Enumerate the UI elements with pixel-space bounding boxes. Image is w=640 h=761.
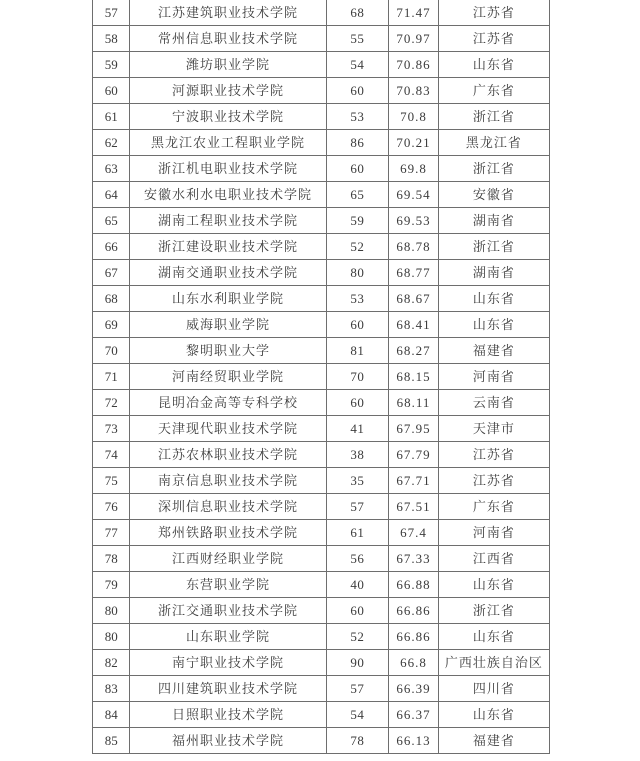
province-cell: 浙江省	[438, 104, 549, 130]
score-cell: 67.33	[389, 546, 439, 572]
province-cell: 河南省	[438, 364, 549, 390]
table-row	[93, 468, 550, 494]
score-cell: 70.21	[389, 130, 439, 156]
province-cell: 安徽省	[438, 182, 549, 208]
province-cell: 云南省	[438, 390, 549, 416]
table-row	[93, 156, 550, 182]
province-cell: 四川省	[438, 676, 549, 702]
rank-cell: 57	[93, 0, 130, 26]
college-name-cell: 宁波职业技术学院	[130, 104, 326, 130]
college-name-cell: 江苏农林职业技术学院	[130, 442, 326, 468]
rank-cell: 62	[93, 130, 130, 156]
count-cell: 52	[326, 234, 389, 260]
table-row	[93, 416, 550, 442]
score-cell: 66.86	[389, 624, 439, 650]
table-row	[93, 312, 550, 338]
count-cell: 81	[326, 338, 389, 364]
province-cell: 山东省	[438, 702, 549, 728]
province-cell: 湖南省	[438, 260, 549, 286]
rank-cell: 66	[93, 234, 130, 260]
score-cell: 71.47	[389, 0, 439, 26]
rank-cell: 65	[93, 208, 130, 234]
score-cell: 70.97	[389, 26, 439, 52]
college-name-cell: 南宁职业技术学院	[130, 650, 326, 676]
college-name-cell: 河南经贸职业学院	[130, 364, 326, 390]
count-cell: 65	[326, 182, 389, 208]
table-row	[93, 390, 550, 416]
rank-cell: 79	[93, 572, 130, 598]
rank-cell: 77	[93, 520, 130, 546]
score-cell: 69.53	[389, 208, 439, 234]
count-cell: 60	[326, 390, 389, 416]
score-cell: 67.51	[389, 494, 439, 520]
province-cell: 江苏省	[438, 0, 549, 26]
province-cell: 江苏省	[438, 468, 549, 494]
score-cell: 66.13	[389, 728, 439, 754]
table-row	[93, 702, 550, 728]
score-cell: 70.86	[389, 52, 439, 78]
college-name-cell: 四川建筑职业技术学院	[130, 676, 326, 702]
province-cell: 广东省	[438, 494, 549, 520]
count-cell: 68	[326, 0, 389, 26]
count-cell: 60	[326, 598, 389, 624]
table-row	[93, 494, 550, 520]
rank-cell: 85	[93, 728, 130, 754]
college-ranking-table	[92, 0, 550, 754]
count-cell: 55	[326, 26, 389, 52]
count-cell: 40	[326, 572, 389, 598]
ranking-table-body	[93, 0, 550, 754]
count-cell: 57	[326, 676, 389, 702]
rank-cell: 74	[93, 442, 130, 468]
count-cell: 60	[326, 312, 389, 338]
college-name-cell: 深圳信息职业技术学院	[130, 494, 326, 520]
college-name-cell: 潍坊职业学院	[130, 52, 326, 78]
college-name-cell: 东营职业学院	[130, 572, 326, 598]
score-cell: 69.54	[389, 182, 439, 208]
college-name-cell: 山东职业学院	[130, 624, 326, 650]
table-row	[93, 520, 550, 546]
count-cell: 38	[326, 442, 389, 468]
score-cell: 66.39	[389, 676, 439, 702]
table-row	[93, 364, 550, 390]
count-cell: 60	[326, 156, 389, 182]
score-cell: 68.41	[389, 312, 439, 338]
rank-cell: 63	[93, 156, 130, 182]
score-cell: 67.95	[389, 416, 439, 442]
province-cell: 山东省	[438, 572, 549, 598]
province-cell: 山东省	[438, 624, 549, 650]
rank-cell: 60	[93, 78, 130, 104]
college-name-cell: 江西财经职业学院	[130, 546, 326, 572]
table-row	[93, 182, 550, 208]
rank-cell: 59	[93, 52, 130, 78]
province-cell: 浙江省	[438, 234, 549, 260]
count-cell: 35	[326, 468, 389, 494]
table-row	[93, 104, 550, 130]
college-name-cell: 浙江机电职业技术学院	[130, 156, 326, 182]
college-name-cell: 威海职业学院	[130, 312, 326, 338]
count-cell: 60	[326, 78, 389, 104]
rank-cell: 70	[93, 338, 130, 364]
table-row	[93, 338, 550, 364]
rank-cell: 61	[93, 104, 130, 130]
score-cell: 68.15	[389, 364, 439, 390]
rank-cell: 69	[93, 312, 130, 338]
table-row	[93, 728, 550, 754]
count-cell: 52	[326, 624, 389, 650]
province-cell: 福建省	[438, 728, 549, 754]
score-cell: 68.11	[389, 390, 439, 416]
college-name-cell: 河源职业技术学院	[130, 78, 326, 104]
college-name-cell: 常州信息职业技术学院	[130, 26, 326, 52]
college-name-cell: 南京信息职业技术学院	[130, 468, 326, 494]
college-name-cell: 浙江交通职业技术学院	[130, 598, 326, 624]
score-cell: 69.8	[389, 156, 439, 182]
table-row	[93, 234, 550, 260]
province-cell: 黑龙江省	[438, 130, 549, 156]
table-row	[93, 52, 550, 78]
province-cell: 江苏省	[438, 442, 549, 468]
table-row	[93, 208, 550, 234]
rank-cell: 84	[93, 702, 130, 728]
rank-cell: 78	[93, 546, 130, 572]
rank-cell: 64	[93, 182, 130, 208]
table-row	[93, 676, 550, 702]
college-name-cell: 黑龙江农业工程职业学院	[130, 130, 326, 156]
score-cell: 67.71	[389, 468, 439, 494]
score-cell: 66.88	[389, 572, 439, 598]
rank-cell: 76	[93, 494, 130, 520]
table-row	[93, 78, 550, 104]
college-name-cell: 江苏建筑职业技术学院	[130, 0, 326, 26]
count-cell: 78	[326, 728, 389, 754]
score-cell: 70.8	[389, 104, 439, 130]
college-name-cell: 福州职业技术学院	[130, 728, 326, 754]
province-cell: 浙江省	[438, 156, 549, 182]
college-name-cell: 浙江建设职业技术学院	[130, 234, 326, 260]
college-name-cell: 山东水利职业学院	[130, 286, 326, 312]
count-cell: 70	[326, 364, 389, 390]
table-row	[93, 26, 550, 52]
count-cell: 54	[326, 702, 389, 728]
score-cell: 66.37	[389, 702, 439, 728]
table-row	[93, 260, 550, 286]
rank-cell: 72	[93, 390, 130, 416]
rank-cell: 68	[93, 286, 130, 312]
table-row	[93, 572, 550, 598]
college-name-cell: 湖南交通职业技术学院	[130, 260, 326, 286]
province-cell: 福建省	[438, 338, 549, 364]
count-cell: 54	[326, 52, 389, 78]
rank-cell: 80	[93, 598, 130, 624]
count-cell: 53	[326, 104, 389, 130]
college-name-cell: 安徽水利水电职业技术学院	[130, 182, 326, 208]
province-cell: 山东省	[438, 312, 549, 338]
table-row	[93, 624, 550, 650]
count-cell: 86	[326, 130, 389, 156]
score-cell: 66.8	[389, 650, 439, 676]
count-cell: 41	[326, 416, 389, 442]
college-name-cell: 天津现代职业技术学院	[130, 416, 326, 442]
count-cell: 80	[326, 260, 389, 286]
rank-cell: 73	[93, 416, 130, 442]
table-row	[93, 546, 550, 572]
rank-cell: 80	[93, 624, 130, 650]
province-cell: 江苏省	[438, 26, 549, 52]
score-cell: 68.77	[389, 260, 439, 286]
province-cell: 湖南省	[438, 208, 549, 234]
score-cell: 67.79	[389, 442, 439, 468]
score-cell: 66.86	[389, 598, 439, 624]
count-cell: 56	[326, 546, 389, 572]
rank-cell: 71	[93, 364, 130, 390]
college-name-cell: 昆明冶金高等专科学校	[130, 390, 326, 416]
rank-cell: 83	[93, 676, 130, 702]
province-cell: 广东省	[438, 78, 549, 104]
rank-cell: 67	[93, 260, 130, 286]
rank-cell: 82	[93, 650, 130, 676]
score-cell: 68.67	[389, 286, 439, 312]
college-name-cell: 郑州铁路职业技术学院	[130, 520, 326, 546]
province-cell: 浙江省	[438, 598, 549, 624]
province-cell: 山东省	[438, 286, 549, 312]
score-cell: 67.4	[389, 520, 439, 546]
count-cell: 53	[326, 286, 389, 312]
table-row	[93, 286, 550, 312]
score-cell: 68.78	[389, 234, 439, 260]
score-cell: 68.27	[389, 338, 439, 364]
table-row	[93, 0, 550, 26]
score-cell: 70.83	[389, 78, 439, 104]
table-row	[93, 650, 550, 676]
college-name-cell: 日照职业技术学院	[130, 702, 326, 728]
province-cell: 山东省	[438, 52, 549, 78]
college-name-cell: 黎明职业大学	[130, 338, 326, 364]
province-cell: 河南省	[438, 520, 549, 546]
count-cell: 59	[326, 208, 389, 234]
table-row	[93, 598, 550, 624]
province-cell: 江西省	[438, 546, 549, 572]
province-cell: 天津市	[438, 416, 549, 442]
count-cell: 61	[326, 520, 389, 546]
count-cell: 90	[326, 650, 389, 676]
rank-cell: 75	[93, 468, 130, 494]
count-cell: 57	[326, 494, 389, 520]
rank-cell: 58	[93, 26, 130, 52]
college-name-cell: 湖南工程职业技术学院	[130, 208, 326, 234]
province-cell: 广西壮族自治区	[438, 650, 549, 676]
table-row	[93, 442, 550, 468]
table-row	[93, 130, 550, 156]
